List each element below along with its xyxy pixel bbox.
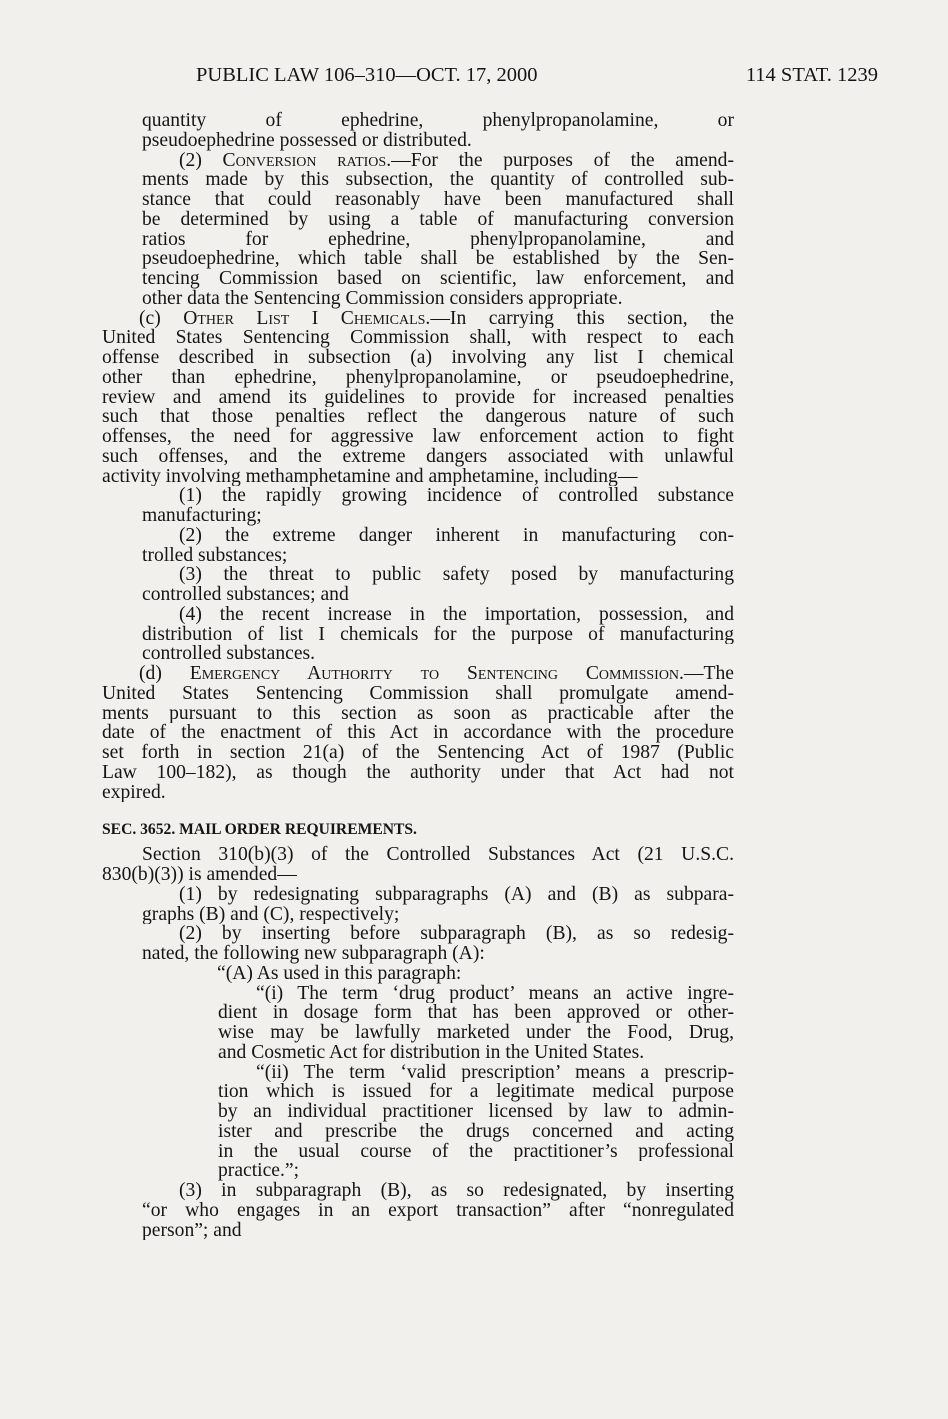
text-line: manufacturing; [142, 506, 262, 526]
text-line: United States Sentencing Commission shall, with respect to each [102, 328, 734, 348]
text-line: in the usual course of the practitioner’s professional [218, 1141, 734, 1162]
text-line: (3) the threat to public safety posed by manufacturing [179, 565, 734, 585]
text-line: (2) the extreme danger inherent in manufacturing con- [179, 525, 734, 546]
text-line: (1) by redesignating subparagraphs (A) and (B) as subpara- [179, 884, 734, 905]
text-line: Section 310(b)(3) of the Controlled Substances Act (21 U.S.C. [142, 845, 734, 865]
paragraph-p12 [180, 964, 734, 984]
paragraph-p13 [218, 984, 734, 1063]
text-line: “(ii) The term ‘valid prescription’ means a prescrip- [256, 1062, 734, 1083]
text-line: wise may be lawfully marketed under the Food, Drug, [218, 1023, 734, 1043]
subsection-heading: Other List I Chemicals. [183, 308, 431, 329]
text-line: Law 100–182), as though the authority under that Act had not [102, 762, 734, 783]
text-line: “(i) The term ‘drug product’ means an active ingre- [256, 983, 734, 1004]
section-heading: SEC. 3652. MAIL ORDER REQUIREMENTS. [102, 821, 417, 839]
paragraph-p5 [142, 526, 734, 566]
text-line: 830(b)(3)) is amended— [102, 865, 297, 885]
text-line: United States Sentencing Commission shall promulgate amend- [102, 683, 734, 704]
text-line: tencing Commission based on scientific, law enforcement, and [142, 269, 734, 289]
text-line: graphs (B) and (C), respectively; [142, 904, 400, 925]
text-line: dient in dosage form that has been approved or other- [218, 1003, 734, 1023]
text-line: quantity of ephedrine, phenylpropanolamine, or [142, 111, 734, 131]
text-line: pseudoephedrine possessed or distributed. [142, 130, 472, 151]
text-line: stance that could reasonably have been manufactured shall [142, 190, 734, 210]
document-body [0, 111, 948, 1240]
text-line: controlled substances; and [142, 585, 349, 605]
text-line: activity involving methamphetamine and amphetamine, including— [102, 466, 638, 487]
text-line: (4) the recent increase in the importation, possession, and [179, 604, 734, 625]
paragraph-p8 [102, 664, 734, 802]
statute-page-number: 114 STAT. 1239 [745, 64, 878, 86]
text-line: review and amend its guidelines to provide for increased penalties [102, 387, 734, 408]
text-line: (1) the rapidly growing incidence of controlled substance [179, 486, 734, 506]
paragraph-p1 [142, 111, 734, 151]
text-line: ments pursuant to this section as soon as practicable after the [102, 703, 734, 724]
paragraph-p6 [142, 565, 734, 605]
text-line: nated, the following new subparagraph (A): [142, 944, 485, 964]
text-line: controlled substances. [142, 644, 316, 664]
text-line: “or who engages in an export transaction” after “nonregulated [142, 1200, 734, 1221]
text-line: (2) by inserting before subparagraph (B), as so redesig- [179, 924, 734, 944]
text-line: date of the enactment of this Act in accordance with the procedure [102, 723, 734, 743]
text-line: and Cosmetic Act for distribution in the United States. [218, 1042, 645, 1063]
text-line: distribution of list I chemicals for the purpose of manufacturing [142, 624, 734, 645]
text-line: be determined by using a table of manufacturing conversion [142, 209, 734, 230]
subsection-heading: Conversion ratios. [222, 150, 392, 171]
paragraph-p7 [142, 605, 734, 664]
text-line: such offenses, and the extreme dangers associated with unlawful [102, 446, 734, 467]
text-line: “(A) As used in this paragraph: [217, 963, 462, 984]
paragraph-p14 [218, 1063, 734, 1182]
public-law-citation: PUBLIC LAW 106–310—OCT. 17, 2000 [196, 64, 538, 86]
paragraph-p10 [142, 885, 734, 925]
text-line: trolled substances; [142, 545, 288, 566]
text-line: such that those penalties reflect the dangerous nature of such [102, 407, 734, 427]
text-line: ratios for ephedrine, phenylpropanolamine, and [142, 229, 734, 250]
text-line: ments made by this subsection, the quantity of controlled sub- [142, 170, 734, 190]
text-line: person”; and [142, 1220, 242, 1241]
text-line: pseudoephedrine, which table shall be established by the Sen- [142, 249, 734, 269]
running-header [196, 62, 878, 88]
paragraph-p4 [142, 486, 734, 526]
text-line: practice.”; [218, 1161, 300, 1181]
paragraph-p15 [142, 1181, 734, 1240]
text-line: expired. [102, 782, 166, 803]
text-line: other data the Sentencing Commission considers appropriate. [142, 288, 623, 309]
text-line: by an individual practitioner licensed by law to admin- [218, 1102, 734, 1122]
subsection-heading: Emergency Authority to Sentencing Commission. [189, 664, 684, 684]
text-line: (3) in subparagraph (B), as so redesignated, by inserting [179, 1181, 734, 1201]
text-line: other than ephedrine, phenylpropanolamine, or pseudoephedrine, [102, 367, 734, 388]
text-line: offenses, the need for aggressive law enforcement action to fight [102, 427, 734, 447]
text-line: tion which is issued for a legitimate medical purpose [218, 1082, 734, 1102]
text-line: offense described in subsection (a) involving any list I chemical [102, 348, 734, 368]
paragraph-p11 [142, 924, 734, 964]
paragraph-p3 [102, 309, 734, 487]
text-line: (c) Other List I Chemicals.—In carrying this section, the [139, 308, 734, 329]
paragraph-p9 [102, 845, 734, 885]
text-line: (d) Emergency Authority to Sentencing Commission.—The [139, 664, 734, 684]
text-line: ister and prescribe the drugs concerned and acting [218, 1121, 734, 1142]
paragraph-p2 [142, 151, 734, 309]
text-line: (2) Conversion ratios.—For the purposes of the amend- [179, 150, 734, 171]
text-line: set forth in section 21(a) of the Sentencing Act of 1987 (Public [102, 743, 734, 763]
